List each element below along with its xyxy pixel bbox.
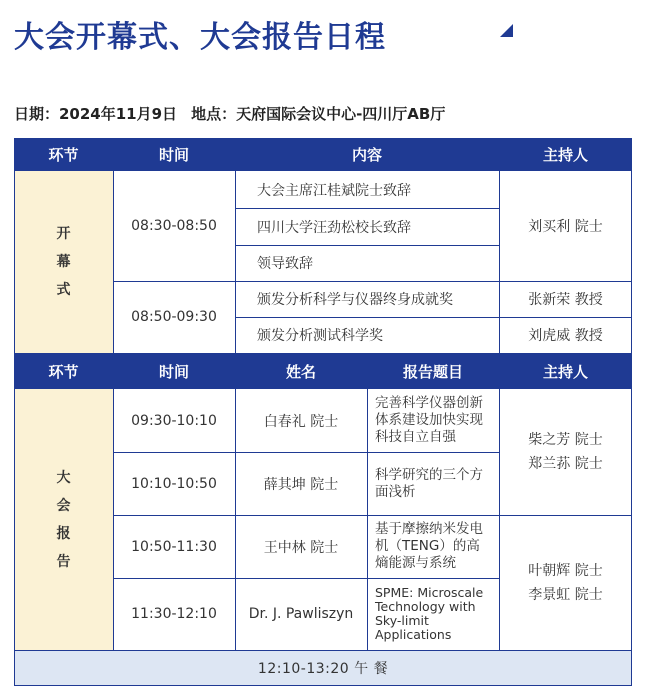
event-location: 地点：天府国际会议中心-四川厅AB厅 [191,105,446,123]
content-cell: 大会主席江桂斌院士致辞 [257,182,411,199]
session-char: 式 [56,282,71,298]
content-cell: 四川大学汪劲松校长致辞 [257,219,411,236]
header-host: 主持人 [499,353,632,389]
session-char: 开 [56,226,71,242]
content-cell: 颁发分析科学与仪器终身成就奖 [257,292,453,308]
host-name: 柴之芳 院士 [528,432,603,448]
header-topic: 报告题目 [367,353,499,389]
host-cell: 刘虎威 教授 [528,328,603,344]
session-char: 会 [56,497,71,514]
speaker-cell: 王中林 院士 [263,539,339,556]
header-stage: 环节 [14,138,113,171]
header-name: 姓名 [235,353,367,389]
topic-cell: 完善科学仪器创新体系建设加快实现科技自立自强 [375,395,483,445]
host-cell: 刘买利 院士 [528,219,603,235]
host-cell: 张新荣 教授 [528,292,603,308]
event-date: 日期：2024年11月9日 [14,105,178,123]
header-content: 内容 [235,138,499,171]
speaker-cell: 白春礼 院士 [263,413,339,430]
time-cell: 10:50-11:30 [131,538,217,555]
host-name: 叶朝辉 院士 [528,562,603,579]
session-char: 大 [56,469,71,486]
session-char: 告 [56,553,71,570]
content-cell: 领导致辞 [257,256,313,272]
page-title: 大会开幕式、大会报告日程 [14,20,386,55]
speaker-cell: 薛其坤 院士 [263,476,339,493]
session-char: 幕 [56,254,71,270]
session-char: 报 [56,525,71,542]
time-cell: 11:30-12:10 [131,606,217,622]
time-cell: 10:10-10:50 [131,475,217,492]
topic-cell: 科学研究的三个方面浅析 [375,466,483,500]
header-time: 时间 [113,138,235,171]
time-cell: 08:30-08:50 [131,218,217,234]
host-name: 李景虹 院士 [528,586,603,603]
topic-cell: 基于摩擦纳米发电机（TENG）的高熵能源与系统 [375,521,483,571]
header-stage: 环节 [14,353,113,389]
time-cell: 08:50-09:30 [131,309,217,325]
lunch-row: 12:10-13:20 午 餐 [14,650,632,686]
time-cell: 09:30-10:10 [131,412,217,429]
speaker-cell: Dr. J. Pawliszyn [248,606,354,622]
host-name: 郑兰荪 院士 [528,456,603,472]
content-cell: 颁发分析测试科学奖 [257,328,383,344]
header-time: 时间 [113,353,235,389]
header-host: 主持人 [499,138,632,171]
topic-cell: SPME: Microscale Technology with Sky-limit Applications [375,585,484,642]
